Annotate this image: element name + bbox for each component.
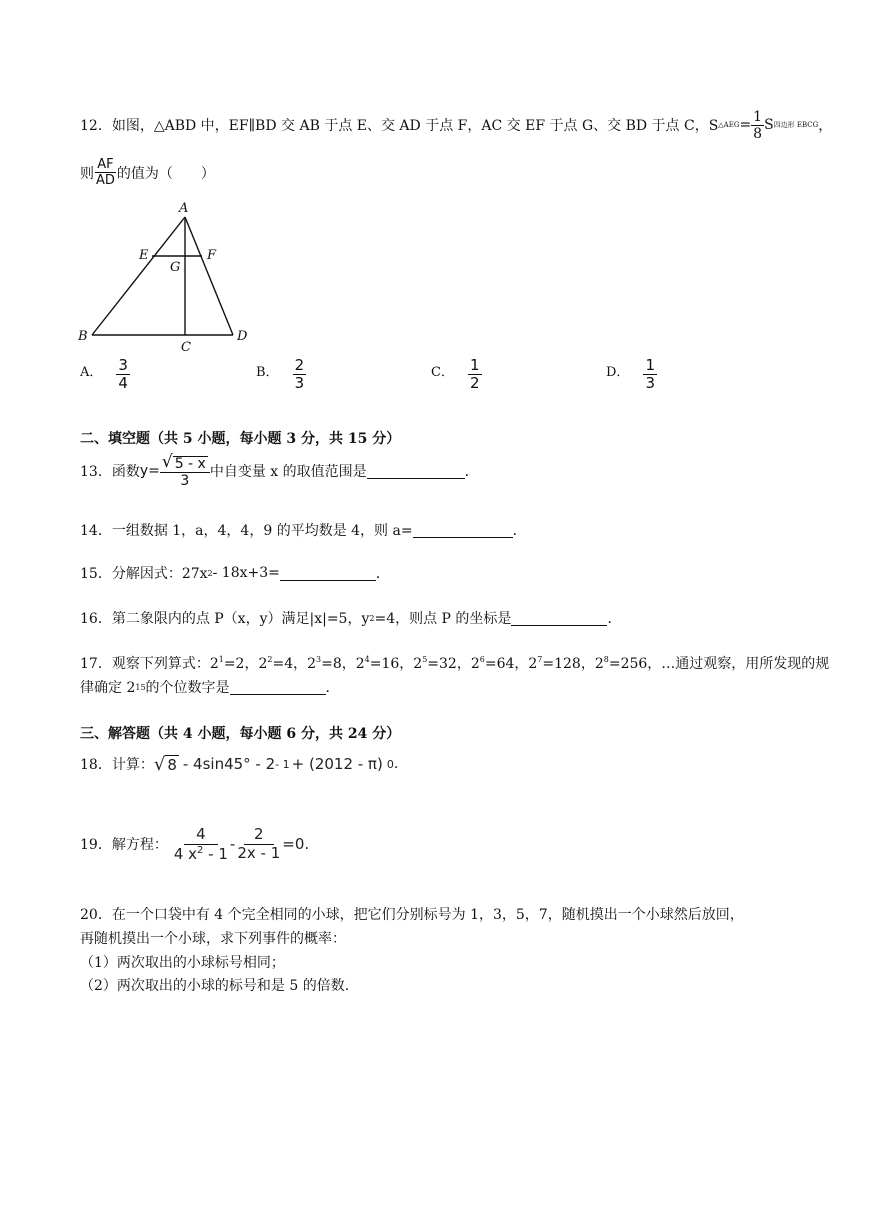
q12-fraction-af-ad bbox=[94, 158, 117, 187]
segment-ad bbox=[185, 217, 233, 335]
q18-end: . bbox=[393, 756, 399, 772]
q17-text-segment: =2，2 bbox=[223, 656, 268, 672]
q12-text: 12．如图，△ABD 中，EF∥BD 交 AB 于点 E、交 AD 于点 F，AC 交 EF 于点 G、交 BD 于点 C，S bbox=[80, 118, 719, 134]
q19-end: =0. bbox=[282, 835, 310, 853]
q18-part2: + (2012 - π) bbox=[291, 755, 383, 773]
q14-end: ． bbox=[512, 523, 527, 539]
q13-y: y= bbox=[139, 463, 160, 479]
q12-comma: ， bbox=[818, 118, 833, 134]
option-a-num: 3 bbox=[118, 356, 128, 374]
question-17-line-2 bbox=[80, 677, 340, 697]
q17-answer-blank[interactable] bbox=[230, 680, 326, 695]
option-b-den: 3 bbox=[294, 374, 305, 392]
q17-exponent: 6 bbox=[479, 655, 485, 664]
q14-text: 14．一组数据 1，a，4，4，9 的平均数是 4，则 a= bbox=[80, 523, 413, 539]
sqrt-icon: √ bbox=[153, 753, 166, 775]
q13-suffix: 中自变量 x 的取值范围是 bbox=[209, 464, 367, 480]
q12-frac-num: 1 bbox=[753, 108, 763, 125]
q19-f1-den bbox=[172, 845, 230, 862]
q17-exponent: 3 bbox=[316, 655, 322, 664]
q16-end: ． bbox=[607, 611, 622, 627]
q13-numerator bbox=[160, 454, 210, 473]
q12-af: AF bbox=[97, 157, 114, 172]
label-d: D bbox=[237, 329, 248, 344]
question-17-line-1 bbox=[80, 653, 829, 673]
q17-text-segment: =4，2 bbox=[272, 656, 317, 672]
q17-text-segment: =32，2 bbox=[427, 656, 480, 672]
q18-exp0: 0 bbox=[386, 757, 394, 771]
q17-exponent: 2 bbox=[267, 655, 273, 664]
question-20-item-1: （1）两次取出的小球标号相同； bbox=[80, 955, 285, 971]
triangle-figure bbox=[70, 198, 260, 354]
option-a-den: 4 bbox=[118, 374, 128, 392]
label-g: G bbox=[170, 260, 181, 275]
q15-end: ． bbox=[375, 566, 390, 582]
q19-f2-num: 2 bbox=[244, 827, 274, 845]
q12-line2-prefix: 则 bbox=[80, 165, 94, 182]
q17-exponent: 7 bbox=[537, 655, 543, 664]
q16-exp: 2 bbox=[369, 613, 375, 623]
q16-answer-blank[interactable] bbox=[511, 611, 607, 626]
q12-fraction-one-eighth bbox=[751, 110, 764, 141]
sqrt-icon: √ bbox=[161, 452, 173, 472]
q15-suffix: - 18x+3= bbox=[212, 565, 280, 581]
q17-end: ． bbox=[325, 680, 340, 696]
option-a-fraction bbox=[116, 358, 130, 391]
question-13 bbox=[80, 450, 479, 492]
q17-exponent: 1 bbox=[218, 655, 224, 664]
option-d-num: 1 bbox=[645, 356, 655, 374]
q18-expression bbox=[154, 754, 394, 775]
q12-sub-quad: 四边形 EBCG bbox=[773, 121, 819, 129]
question-18 bbox=[80, 748, 398, 780]
label-e: E bbox=[139, 248, 149, 263]
option-c-label: C． bbox=[431, 365, 454, 380]
option-b-label: B． bbox=[256, 365, 279, 380]
option-b-fraction bbox=[293, 358, 307, 391]
q19-fraction-1 bbox=[172, 824, 230, 863]
q12-sub-aeg: △AEG bbox=[718, 121, 740, 129]
q13-fraction bbox=[160, 454, 210, 488]
q15-answer-blank[interactable] bbox=[280, 566, 376, 581]
q17-text-segment: =16，2 bbox=[369, 656, 423, 672]
label-c: C bbox=[181, 340, 191, 354]
q12-frac-den: 8 bbox=[753, 125, 763, 142]
option-d-label: D． bbox=[606, 365, 630, 380]
question-12-stem bbox=[80, 108, 833, 142]
q17-line2-prefix: 律确定 2 bbox=[80, 680, 136, 696]
q17-text-segment: =8，2 bbox=[321, 656, 365, 672]
q17-exponent: 5 bbox=[422, 655, 428, 664]
q16-suffix: =4，则点 P 的坐标是 bbox=[374, 611, 512, 627]
q17-exponent: 8 bbox=[603, 655, 609, 664]
option-d-den: 3 bbox=[645, 374, 655, 392]
q14-answer-blank[interactable] bbox=[413, 523, 513, 538]
q17-text-segment: 17．观察下列算式：2 bbox=[80, 656, 219, 672]
q17-line2-suffix: 的个位数字是 bbox=[145, 680, 230, 696]
option-a[interactable] bbox=[80, 358, 130, 391]
q17-text-segment: =256，…通过观察，用所发现的规 bbox=[608, 656, 830, 672]
q18-radicand: 8 bbox=[167, 755, 177, 774]
q19-fraction-2 bbox=[235, 827, 282, 861]
q15-exp: 2 bbox=[207, 568, 213, 578]
q19-f1-den-a: 4 x bbox=[173, 844, 198, 863]
segment-ab bbox=[92, 217, 185, 335]
q17-text-segment: =128，2 bbox=[542, 656, 604, 672]
option-c-fraction bbox=[468, 358, 482, 391]
q13-answer-blank[interactable] bbox=[367, 464, 465, 479]
option-b-num: 2 bbox=[294, 356, 305, 374]
question-20-item-2: （2）两次取出的小球的标号和是 5 的倍数. bbox=[80, 978, 350, 994]
q19-f1-num: 4 bbox=[184, 827, 218, 845]
q18-prefix: 18．计算： bbox=[80, 757, 154, 773]
question-14 bbox=[80, 520, 527, 540]
q19-f1-den-exp: 2 bbox=[197, 844, 204, 856]
q17-text-segment: =64，2 bbox=[484, 656, 538, 672]
option-d[interactable] bbox=[606, 358, 657, 391]
q18-part1: - 4sin45° - 2 bbox=[182, 755, 276, 773]
q13-prefix: 13．函数 bbox=[80, 464, 140, 480]
q17-exponent: 4 bbox=[364, 655, 370, 664]
q12-s2: S bbox=[764, 117, 774, 133]
q17-line2-exp: 15 bbox=[135, 682, 146, 692]
question-15 bbox=[80, 563, 390, 583]
q13-den: 3 bbox=[180, 473, 190, 489]
option-c[interactable] bbox=[431, 358, 482, 391]
section-2-title: 二、填空题（共 5 小题，每小题 3 分，共 15 分） bbox=[80, 431, 401, 447]
label-b: B bbox=[78, 329, 88, 344]
option-a-label: A． bbox=[80, 365, 103, 380]
label-f: F bbox=[207, 248, 217, 263]
q12-ad: AD bbox=[96, 173, 115, 188]
question-12-ask bbox=[80, 158, 215, 187]
q18-exp: - 1 bbox=[275, 757, 290, 771]
section-3-title: 三、解答题（共 4 小题，每小题 6 分，共 24 分） bbox=[80, 726, 401, 742]
q19-minus: - bbox=[229, 835, 236, 853]
question-20-line-1: 20．在一个口袋中有 4 个完全相同的小球，把它们分别标号为 1，3，5，7，随机摸出一个小球然后放回， bbox=[80, 907, 744, 923]
question-19 bbox=[80, 821, 309, 867]
question-20-line-2: 再随机摸出一个小球，求下列事件的概率： bbox=[80, 931, 346, 947]
q12-line2-suffix: 的值为（ ） bbox=[116, 165, 215, 182]
option-c-num: 1 bbox=[469, 356, 480, 374]
q12-eq: = bbox=[739, 117, 752, 133]
option-b[interactable] bbox=[256, 358, 306, 391]
label-a: A bbox=[179, 201, 189, 216]
q13-radicand: 5 - x bbox=[174, 456, 206, 472]
option-d-fraction bbox=[643, 358, 657, 391]
q19-f1-den-b: - 1 bbox=[203, 844, 228, 863]
q16-prefix: 16．第二象限内的点 P（x，y）满足|x|=5，y bbox=[80, 611, 370, 627]
question-16 bbox=[80, 608, 621, 628]
q15-prefix: 15．分解因式：27x bbox=[80, 566, 208, 582]
q19-f2-den: 2x - 1 bbox=[237, 844, 281, 862]
q19-prefix: 19．解方程： bbox=[80, 837, 168, 853]
q13-end: ． bbox=[464, 464, 479, 480]
option-c-den: 2 bbox=[469, 374, 480, 392]
